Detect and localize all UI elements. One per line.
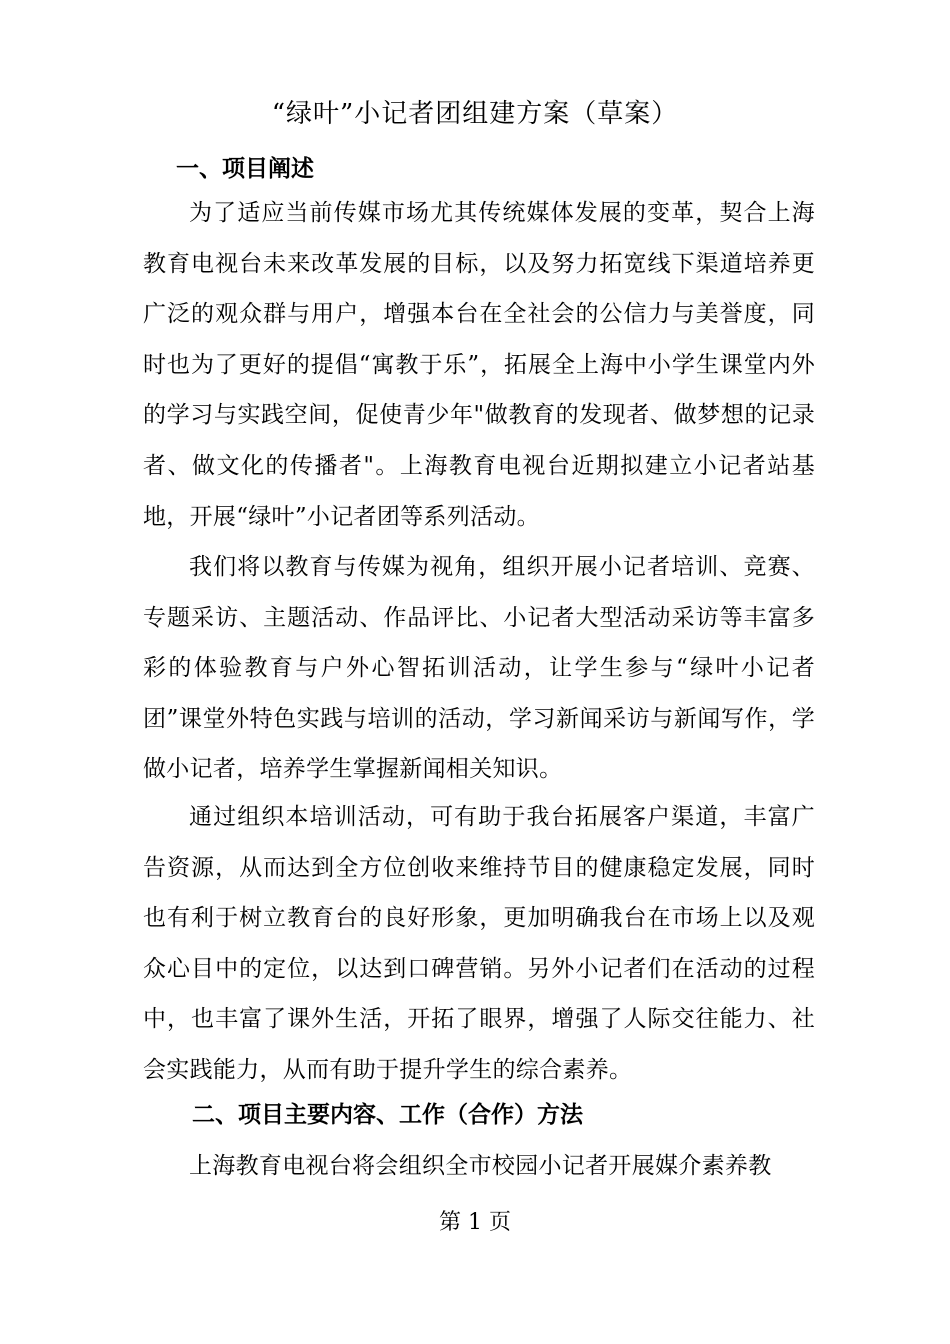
paragraph-1: 为了适应当前传媒市场尤其传统媒体发展的变革，契合上海教育电视台未来改革发展的目标，以及努力拓宽线下渠道培养更广泛的观众群与用户，增强本台在全社会的公信力与美誉度，同时也为了更好的提倡“寓教于乐”，拓展全上海中小学生课堂内外的学习与实践空间，促使青少年"做教育的发现者、做梦想的记录者、做文化的传播者"。上海教育电视台近期拟建立小记者站基地，开展“绿叶”小记者团等系列活动。 [143, 200, 815, 530]
paragraph-2: 我们将以教育与传媒为视角，组织开展小记者培训、竞赛、专题采访、主题活动、作品评比、小记者大型活动采访等丰富多彩的体验教育与户外心智拓训活动，让学生参与“绿叶小记者团”课堂外特色实践与培训的活动，学习新闻采访与新闻写作，学做小记者，培养学生掌握新闻相关知识。 [143, 554, 815, 783]
document-title: “绿叶”小记者团组建方案（草案） [271, 99, 679, 129]
paragraph-4: 上海教育电视台将会组织全市校园小记者开展媒介素养教 [189, 1153, 772, 1179]
section-heading-1: 一、项目阐述 [176, 156, 314, 182]
page-number: 第 1 页 [439, 1210, 511, 1235]
section-heading-2: 二、项目主要内容、工作（合作）方法 [192, 1102, 583, 1128]
paragraph-3: 通过组织本培训活动，可有助于我台拓展客户渠道，丰富广告资源，从而达到全方位创收来维持节目的健康稳定发展，同时也有利于树立教育台的良好形象，更加明确我台在市场上以及观众心目中的定位，以达到口碑营销。另外小记者们在活动的过程中，也丰富了课外生活，开拓了眼界，增强了人际交往能力、社会实践能力，从而有助于提升学生的综合素养。 [143, 804, 815, 1083]
